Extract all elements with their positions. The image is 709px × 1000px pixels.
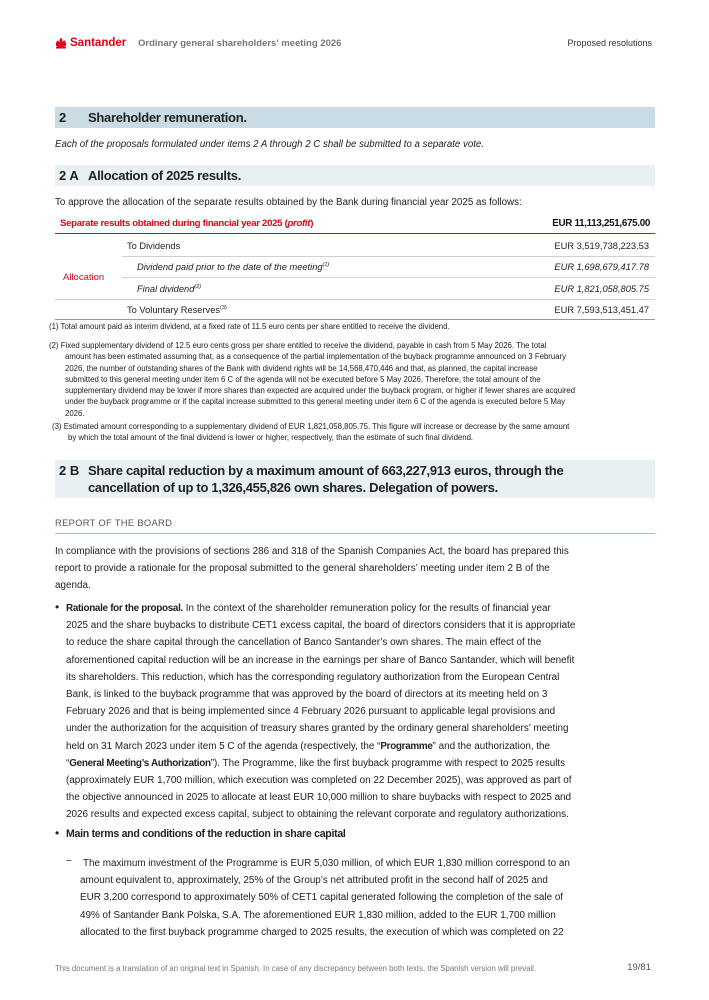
brand-name: Santander	[70, 37, 127, 49]
section-2a-intro: To approve the allocation of the separate results obtained by the Bank during financial year 2025 as follows:	[55, 197, 522, 208]
flame-icon	[55, 37, 67, 49]
page-number: 19/81	[627, 962, 651, 973]
section-2-header	[55, 107, 655, 128]
table-row-label: Final dividend$^{(2)}$	[137, 284, 202, 295]
document-section: Proposed resolutions	[567, 38, 652, 48]
dash-icon: –	[66, 855, 72, 866]
report-divider	[55, 533, 655, 534]
footnote-1: (1) Total amount paid as interim dividend, at a fixed rate of 11.5 euro cents per share entitled to receive the dividend.	[49, 322, 450, 331]
bullet-icon: •	[55, 826, 60, 840]
table-bottom-rule	[55, 319, 655, 320]
footer-disclaimer: This document is a translation of an original text in Spanish. In case of any discrepancy between both texts, the Spanish version will prevail.	[55, 964, 537, 973]
rationale-heading: Rationale for the proposal.	[66, 603, 183, 614]
section-2-title: Shareholder remuneration.	[88, 110, 247, 125]
rationale-paragraph: Rationale for the proposal. In the context of the shareholder remuneration policy for the results of financial year 2025 and the share buybacks to distribute CET1 excess capital, the board of directors considers that it is appropriate to reduce the share capital through the cancellation of Banco Santander’s own shares. The main effect of the aforementioned capital reduction will be an increase in the earnings per share of Banco Santander, which will benefit its shareholders. This reduction, which has the corresponding regulatory authorization from the European Central Bank, is linked to the buyback programme that was approved by the board of directors at its meeting held on 3 February 2026 and that is being implemented since 4 February 2026 pursuant to applicable legal provisions and under the authorization for the acquisition of treasury shares granted by the ordinary general shareholders’ meeting held on 31 March 2023 under item 5 C of the agenda (respectively, the “Programme” and the authorization, the “General Meeting’s Authorization”). The Programme, like the first buyback programme with respect to 2025 results (approximately EUR 1,700 million, which execution was completed on 22 December 2025), was approved as part of the objective announced in 2025 to allocate at least EUR 10,000 million to share buybacks with respect to 2025 and 2026 results and expected excess capital, subject to obtaining the relevant corporate and regulatory authorizations.	[66, 603, 576, 821]
table-row-divider	[122, 256, 655, 257]
table-row-divider	[122, 277, 655, 278]
section-2b-header	[55, 460, 655, 498]
section-2a-header	[55, 165, 655, 186]
section-2a-title: Allocation of 2025 results.	[88, 168, 242, 183]
section-2-number: 2	[59, 110, 67, 125]
table-row-label: To Dividends	[127, 241, 181, 251]
table-row-divider	[55, 299, 655, 300]
table-row-amount: EUR 7,593,513,451.47	[554, 305, 649, 315]
allocation-group-label: Allocation	[63, 272, 105, 283]
report-intro: In compliance with the provisions of sections 286 and 318 of the Spanish Companies Act, the board has prepared this report to provide a rationale for the proposal submitted to the general shareholders’ meeting under item 2 B of the agenda.	[55, 546, 569, 592]
table-row-amount: EUR 1,698,679,417.78	[554, 262, 649, 272]
document-title: Ordinary general shareholders' meeting 2026	[138, 38, 342, 49]
results-table-header-amount: EUR 11,113,251,675.00	[552, 218, 650, 229]
bullet-icon: •	[55, 600, 60, 614]
footnote-2: (2) Fixed supplementary dividend of 12.5 euro cents gross per share entitled to receive the dividend, payable in cash from 5 May 2026. The total amount has been estimated assuming that, as a consequence of the partial implementation of the buyback programme announced on 3 February 2026, the number of outstanding shares of the Bank with dividend rights will be 14,568,470,446 and that, as planned, the capital increase submitted to this general meeting under item 6 C of the agenda will not be executed before 5 May 2026. Therefore, the total amount of the supplementary dividend may be lower if more shares than expected are acquired under the buyback program, or higher if fewer shares are acquired under the buyback programme or if the capital increase submitted to this general meeting under item 6 C of the agenda is executed before 5 May 2026.	[49, 341, 576, 418]
table-row-label: To Voluntary Reserves$^{(3)}$	[127, 305, 227, 316]
section-2a-number: 2 A	[59, 168, 79, 183]
section-2b-title-line2: cancellation of up to 1,326,455,826 own shares. Delegation of powers.	[88, 480, 498, 495]
section-2b-title-line1: Share capital reduction by a maximum amount of 663,227,913 euros, through the	[88, 463, 564, 478]
table-row-amount: EUR 1,821,058,805.75	[554, 284, 649, 294]
terms-paragraph: The maximum investment of the Programme is EUR 5,030 million, of which EUR 1,830 million correspond to an amount equivalent to, approximately, 25% of the Group’s net attributed profit in the second half of 2025 and EUR 3,200 correspond to approximately 50% of CET1 capital generated following the completion of the sale of 49% of Santander Bank Polska, S.A. The aforementioned EUR 1,830 million, added to the EUR 1,700 million allocated to the first buyback programme charged to 2025 results, the execution of which was completed on 22	[80, 858, 570, 938]
report-heading: REPORT OF THE BOARD	[55, 517, 173, 528]
table-header-divider	[55, 233, 655, 234]
table-row-label: Dividend paid prior to the date of the meeting$^{(1)}$	[137, 262, 330, 273]
footnote-3: (3) Estimated amount corresponding to a supplementary dividend of EUR 1,821,058,805.75. This figure will increase or decrease by the same amount by which the total amount of the final dividend is lower or higher, respectively, than the estimate of such final dividend.	[52, 422, 570, 443]
section-2-intro: Each of the proposals formulated under items 2 A through 2 C shall be submitted to a separate vote.	[55, 139, 485, 150]
section-2b-number: 2 B	[59, 463, 80, 478]
terms-heading: Main terms and conditions of the reduction in share capital	[66, 828, 346, 840]
santander-logo	[55, 37, 126, 49]
results-table-header-label: Separate results obtained during financial year 2025 (profit)	[60, 218, 314, 229]
table-row-amount: EUR 3,519,738,223.53	[554, 241, 649, 251]
